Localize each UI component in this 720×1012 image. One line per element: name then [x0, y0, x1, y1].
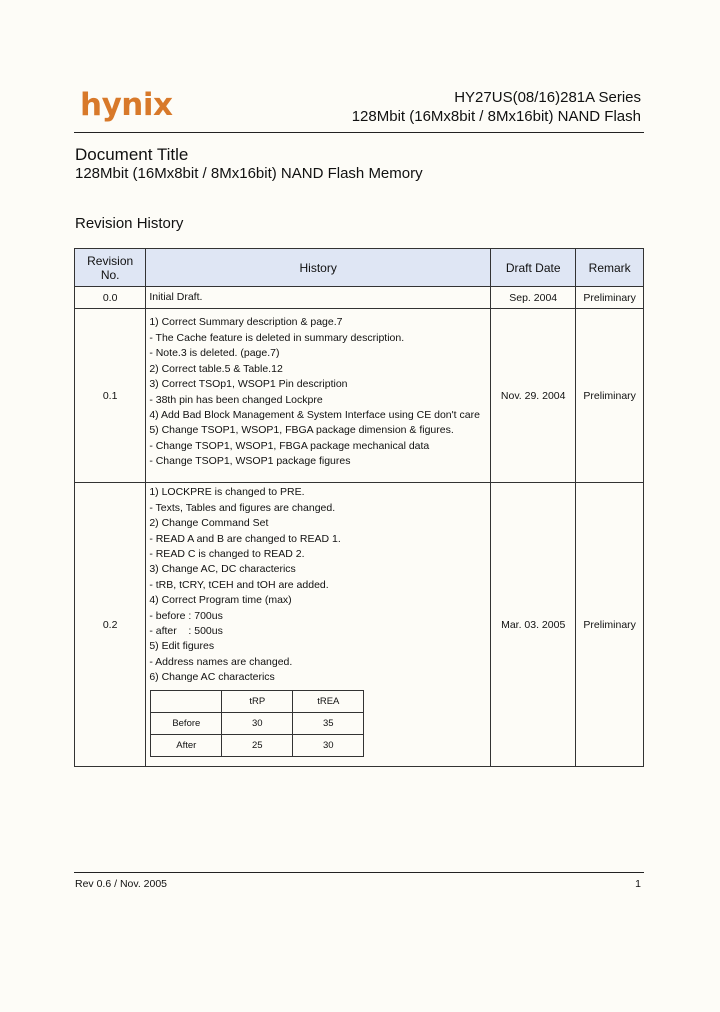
history-line: - Change TSOP1, WSOP1 package figures [149, 455, 351, 468]
footer-revision: Rev 0.6 / Nov. 2005 [75, 878, 168, 890]
history-cell [146, 287, 491, 309]
header-history: History [146, 249, 491, 287]
history-line: - READ C is changed to READ 2. [149, 547, 305, 560]
header-remark: Remark [576, 249, 644, 287]
ac-corner-cell [151, 690, 222, 712]
ac-before-label: Before [151, 712, 222, 734]
remark: Preliminary [576, 309, 644, 483]
page-number: 1 [635, 878, 641, 890]
revision-history-table [74, 248, 644, 767]
document-title: Document Title [75, 145, 189, 164]
header-revision [75, 249, 146, 287]
history-line: - Address names are changed. [149, 655, 293, 668]
history-line: 1) LOCKPRE is changed to PRE. [149, 486, 305, 499]
draft-date: Sep. 2004 [491, 287, 576, 309]
history-line: - after : 500us [149, 625, 223, 638]
ac-after-trea: 30 [293, 734, 364, 756]
history-line: - Change TSOP1, WSOP1, FBGA package mechanical data [149, 439, 430, 452]
history-line: - tRB, tCRY, tCEH and tOH are added. [149, 578, 329, 591]
ac-col-trp: tRP [222, 690, 293, 712]
revision-number: 0.2 [75, 483, 146, 767]
history-line: 2) Correct table.5 & Table.12 [149, 362, 283, 375]
history-line: - READ A and B are changed to READ 1. [149, 532, 341, 545]
ac-after-row [151, 734, 364, 756]
ac-before-trp: 30 [222, 712, 293, 734]
history-line: Initial Draft. [149, 290, 203, 303]
history-cell [146, 309, 491, 483]
history-cell [146, 483, 491, 767]
ac-after-trp: 25 [222, 734, 293, 756]
remark: Preliminary [576, 483, 644, 767]
history-line: - The Cache feature is deleted in summary description. [149, 331, 405, 344]
header-revision-line1: Revision [87, 253, 134, 268]
header-revision-line2: No. [100, 267, 120, 282]
history-line: 3) Correct TSOp1, WSOP1 Pin description [149, 378, 348, 391]
history-line: 2) Change Command Set [149, 517, 269, 530]
ac-before-trea: 35 [293, 712, 364, 734]
footer-divider [74, 872, 644, 873]
table-header-row [75, 249, 644, 287]
history-line: 4) Correct Program time (max) [149, 594, 292, 607]
ac-header-row [151, 690, 364, 712]
series-subtitle: 128Mbit (16Mx8bit / 8Mx16bit) NAND Flash [351, 108, 641, 125]
history-line: - 38th pin has been changed Lockpre [149, 393, 323, 406]
header-divider [74, 132, 644, 133]
table-row [75, 309, 644, 483]
remark: Preliminary [576, 287, 644, 309]
history-line: 5) Change TSOP1, WSOP1, FBGA package dimension & figures. [149, 424, 454, 437]
history-line: 6) Change AC characterics [149, 671, 275, 684]
history-line: - Texts, Tables and figures are changed. [149, 501, 336, 514]
history-line: 4) Add Bad Block Management & System Interface using CE don't care [149, 408, 480, 421]
series-title: HY27US(08/16)281A Series [454, 89, 641, 106]
table-row [75, 483, 644, 767]
hynix-logo: hynix [80, 87, 173, 123]
history-line: 3) Change AC, DC characterics [149, 563, 296, 576]
history-line: - before : 700us [149, 609, 223, 622]
ac-col-trea: tREA [293, 690, 364, 712]
ac-before-row [151, 712, 364, 734]
ac-characteristics-table [150, 690, 364, 757]
history-line: 5) Edit figures [149, 640, 215, 653]
revision-number: 0.1 [75, 309, 146, 483]
ac-after-label: After [151, 734, 222, 756]
revision-history-heading: Revision History [75, 215, 184, 232]
history-line: - Note.3 is deleted. (page.7) [149, 347, 280, 360]
draft-date: Mar. 03. 2005 [491, 483, 576, 767]
table-row [75, 287, 644, 309]
revision-number: 0.0 [75, 287, 146, 309]
document-subtitle: 128Mbit (16Mx8bit / 8Mx16bit) NAND Flash Memory [75, 165, 423, 182]
header-draft-date: Draft Date [491, 249, 576, 287]
draft-date: Nov. 29. 2004 [491, 309, 576, 483]
history-line: 1) Correct Summary description & page.7 [149, 316, 343, 329]
header-series-block [352, 88, 641, 126]
